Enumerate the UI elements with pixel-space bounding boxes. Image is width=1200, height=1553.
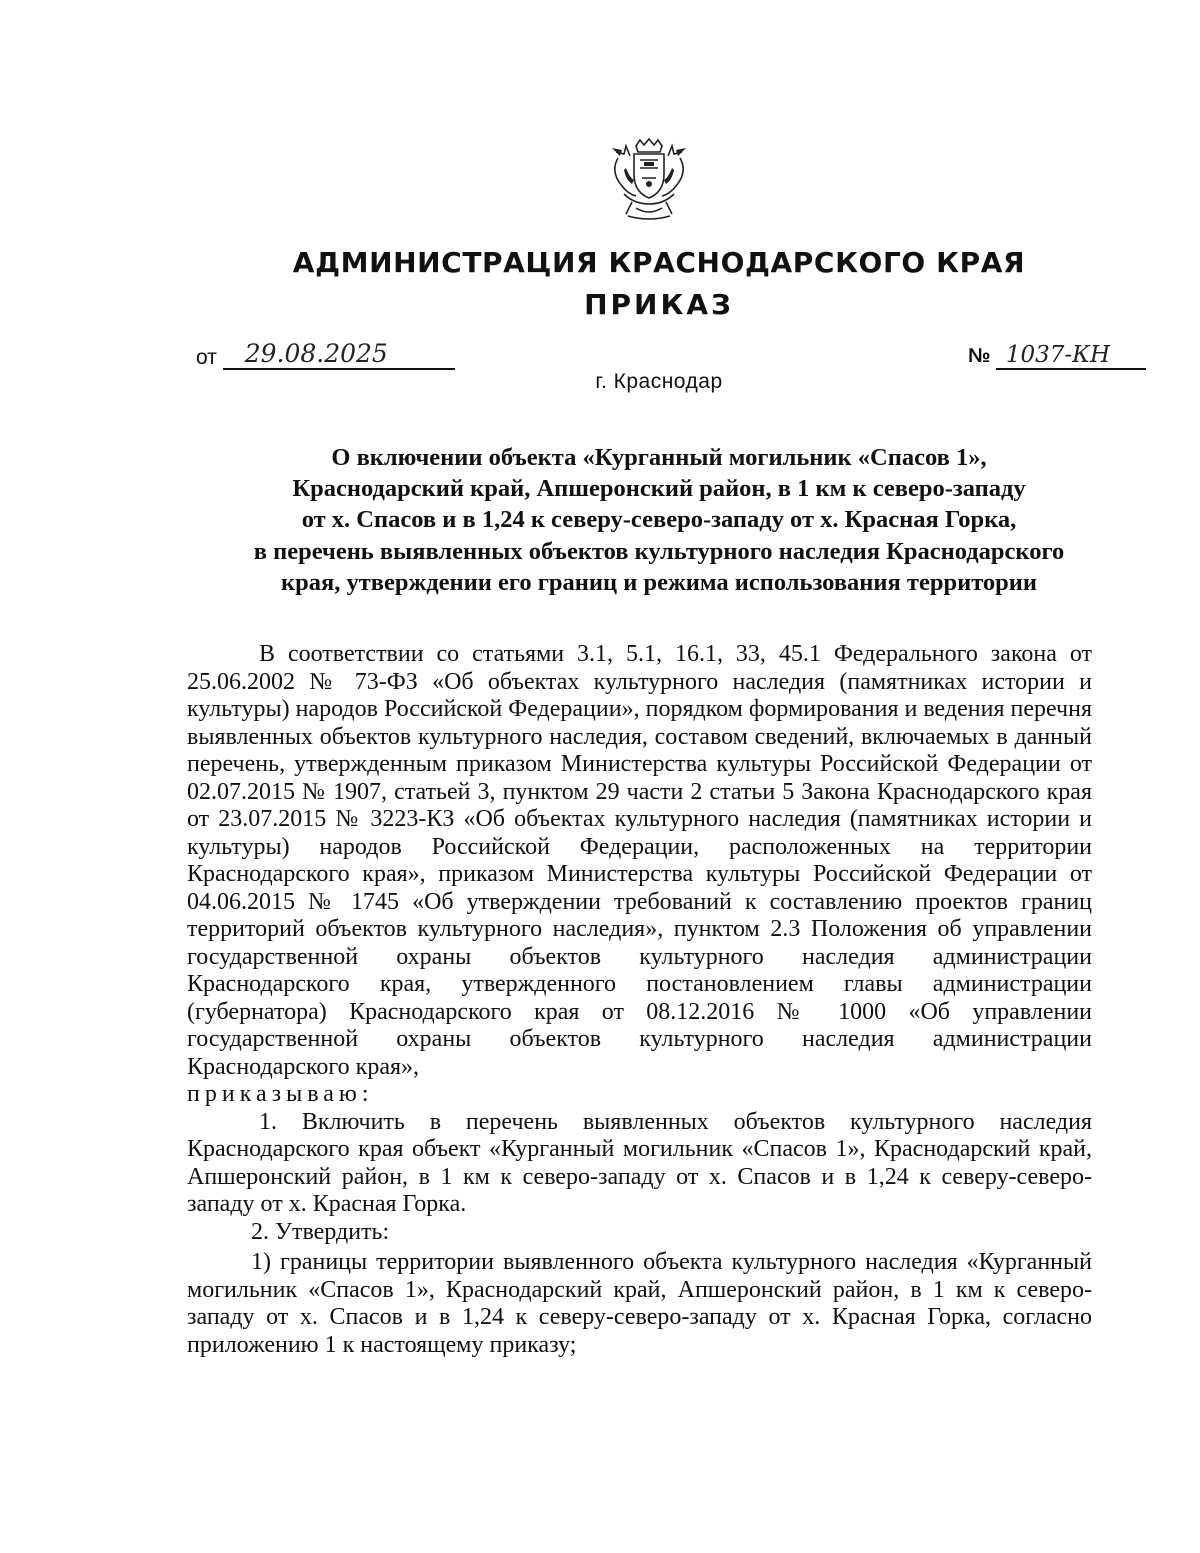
date-label: от	[196, 346, 217, 369]
item-1-paragraph: 1. Включить в перечень выявленных объектов культурного наследия Краснодарского края объект «Курганный могильник «Спасов 1», Краснодарский край, Апшеронский район, в 1 км к северо-западу от х. Спасов и в 1,24 к северу-северо-западу от х. Красная Горка.	[187, 1108, 1092, 1217]
number-line	[968, 342, 1146, 370]
item-2-paragraph: 2. Утвердить:	[251, 1218, 390, 1245]
document-title	[150, 442, 1168, 598]
order-word: приказываю:	[187, 1081, 374, 1107]
document-body	[187, 641, 1092, 1359]
city: г. Краснодар	[595, 370, 723, 393]
preamble-paragraph: В соответствии со статьями 3.1, 5.1, 16.1, 33, 45.1 Федерального закона от 25.06.2002 № 73-ФЗ «Об объектах культурного наследия (памятниках истории и культуры) народов Российской Федерации», порядком формирования и ведения перечня выявленных объектов культурного наследия, составом сведений, включаемых в данный перечень, утвержденным приказом Министерства культуры Российской Федерации от 02.07.2015 № 1907, статьей 3, пунктом 29 части 2 статьи 5 Закона Краснодарского края от 23.07.2015 № 3223-КЗ «Об объектах культурного наследия (памятниках истории и культуры) народов Российской Федерации, расположенных на территории Краснодарского края», приказом Министерства культуры Российской Федерации от 04.06.2015 № 1745 «Об утверждении требований к составлению проектов границ территорий объектов культурного наследия», пунктом 2.3 Положения об управлении государственной охраны объектов культурного наследия администрации Краснодарского края, утвержденного постановлением главы администрации (губернатора) Краснодарского края от 08.12.2016 № 1000 «Об управлении государственной охраны объектов культурного наследия администрации Краснодарского края»,	[187, 641, 1092, 1080]
number-value: 1037-КН	[996, 342, 1146, 370]
krasnodar-coat-of-arms-icon	[606, 138, 692, 222]
number-label: №	[968, 345, 991, 367]
organization-name: АДМИНИСТРАЦИЯ КРАСНОДАРСКОГО КРАЯ	[292, 246, 1026, 279]
date-line	[196, 340, 455, 370]
title-line: края, утверждении его границ и режима использования территории	[280, 568, 1038, 596]
item-2-1-paragraph: 1) границы территории выявленного объекта культурного наследия «Курганный могильник «Спасов 1», Краснодарский край, Апшеронский район, в 1 км к северо-западу от х. Спасов и в 1,24 к северу-северо-западу от х. Красная Горка, согласно приложению 1 к настоящему приказу;	[187, 1249, 1092, 1358]
date-value: 29.08.2025	[223, 340, 455, 370]
title-line: О включении объекта «Курганный могильник «Спасов 1»,	[331, 444, 987, 471]
title-line: Краснодарский край, Апшеронский район, в 1 км к северо-западу	[292, 475, 1026, 503]
title-line: в перечень выявленных объектов культурного наследия Краснодарского	[253, 537, 1065, 565]
title-line: от х. Спасов и в 1,24 к северу-северо-западу от х. Красная Горка,	[301, 506, 1017, 534]
document-type: ПРИКАЗ	[584, 288, 734, 321]
